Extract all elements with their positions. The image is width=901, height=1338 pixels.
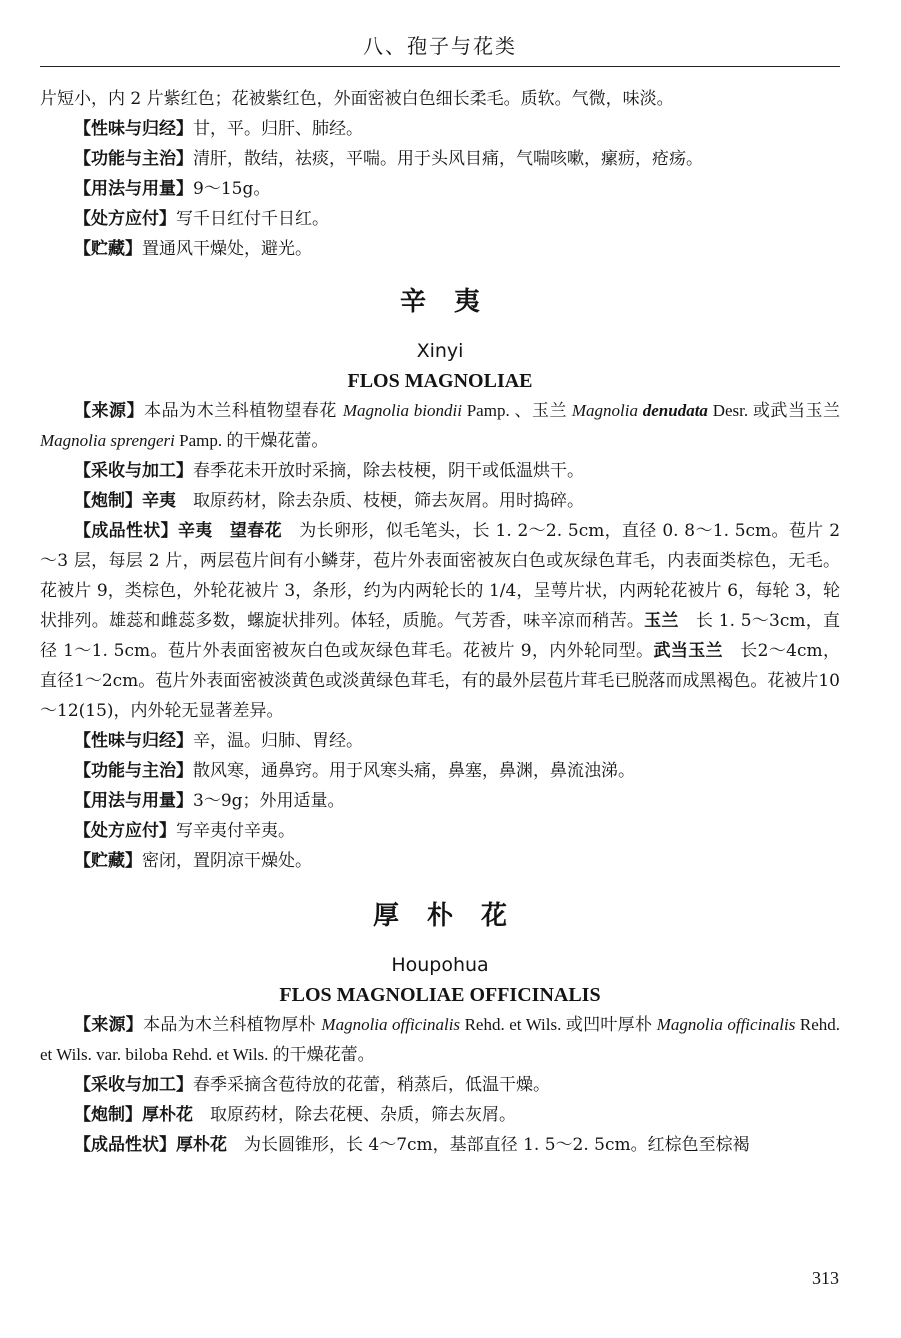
xinyi-gongneng: 【功能与主治】散风寒，通鼻窍。用于风寒头痛，鼻塞，鼻渊，鼻流浊涕。 bbox=[74, 761, 635, 781]
prev-xingwei: 【性味与归经】甘，平。归肝、肺经。 bbox=[74, 119, 363, 139]
entry-latin-houpohua: FLOS MAGNOLIAE OFFICINALIS bbox=[279, 984, 601, 1006]
xinyi-laiyuan: 【来源】本品为木兰科植物望春花 Magnolia biondii Pamp. 、玉兰 Magnolia denudata Desr. 或武当玉兰 Magnolia sprengeri Pamp. 的干燥花蕾。 bbox=[40, 401, 841, 450]
running-header: 八、孢子与花类 bbox=[363, 34, 517, 58]
entry-latin-xinyi: FLOS MAGNOLIAE bbox=[347, 370, 533, 392]
xinyi-yongfa: 【用法与用量】3～9g；外用适量。 bbox=[74, 791, 345, 811]
houpohua-paozhi: 【炮制】厚朴花 取原药材，除去花梗、杂质，筛去灰屑。 bbox=[74, 1105, 516, 1125]
prev-chufang: 【处方应付】写千日红付千日红。 bbox=[74, 209, 329, 229]
xinyi-paozhi: 【炮制】辛夷 取原药材，除去杂质、枝梗，筛去灰屑。用时捣碎。 bbox=[74, 491, 584, 511]
entry-pinyin-houpohua: Houpohua bbox=[391, 954, 489, 976]
entry-pinyin-xinyi: Xinyi bbox=[416, 340, 464, 362]
houpohua-caishou: 【采收与加工】春季采摘含苞待放的花蕾，稍蒸后，低温干燥。 bbox=[74, 1075, 550, 1095]
prev-yongfa: 【用法与用量】9～15g。 bbox=[74, 179, 271, 199]
houpohua-laiyuan: 【来源】本品为木兰科植物厚朴 Magnolia officinalis Rehd. et Wils. 或凹叶厚朴 Magnolia officinalis Rehd. et Wils. var. biloba Rehd. et Wils. 的干燥花蕾。 bbox=[40, 1015, 841, 1064]
xinyi-xingwei: 【性味与归经】辛，温。归肺、胃经。 bbox=[74, 731, 363, 751]
page-number: 313 bbox=[812, 1268, 839, 1288]
prev-gongneng: 【功能与主治】清肝，散结，祛痰，平喘。用于头风目痛，气喘咳嗽，瘰疬，疮疡。 bbox=[74, 149, 703, 169]
entry-title-xinyi: 辛夷 bbox=[399, 287, 508, 317]
header-rule bbox=[40, 66, 840, 67]
xinyi-zhucang: 【贮藏】密闭，置阴凉干燥处。 bbox=[74, 851, 312, 871]
xinyi-chufang: 【处方应付】写辛夷付辛夷。 bbox=[74, 821, 295, 841]
entry-title-houpohua: 厚朴花 bbox=[372, 901, 535, 931]
xinyi-xingzhuang: 【成品性状】辛夷 望春花 为长卵形，似毛笔头，长 1. 2～2. 5cm，直径 0. 8～1. 5cm。苞片 2～3 层，每层 2 片，两层苞片间有小鳞芽，苞片外表面密被灰白色或灰绿色茸毛，内表面类棕色，无毛。花被片 9，类棕色，外轮花被片 3，条形，约为内两轮长的 1/4，呈萼片状，内两轮花被片 6，每轮 3，轮状排列。雄蕊和雌蕊多数，螺旋状排列。体轻，质脆。气芳香，味辛凉而稍苦。玉兰 长 1. 5～3cm，直径 1～1. 5cm。苞片外表面密被灰白色或灰绿色茸毛。花被片 9，内外轮同型。武当玉兰 长2～4cm，直径1～2cm。苞片外表面密被淡黄色或淡黄绿色茸毛，有的最外层苞片茸毛已脱落而成黑褐色。花被片10～12(15)，内外轮无显著差异。 bbox=[40, 521, 841, 721]
houpohua-xingzhuang: 【成品性状】厚朴花 为长圆锥形，长 4～7cm，基部直径 1. 5～2. 5cm。红棕色至棕褐 bbox=[74, 1135, 750, 1155]
prev-continuation: 片短小，内 2 片紫红色；花被紫红色，外面密被白色细长柔毛。质软。气微，味淡。 bbox=[40, 89, 674, 109]
prev-zhucang: 【贮藏】置通风干燥处，避光。 bbox=[74, 239, 312, 259]
xinyi-caishou: 【采收与加工】春季花未开放时采摘，除去枝梗，阴干或低温烘干。 bbox=[74, 461, 584, 481]
page-content bbox=[40, 84, 840, 1160]
